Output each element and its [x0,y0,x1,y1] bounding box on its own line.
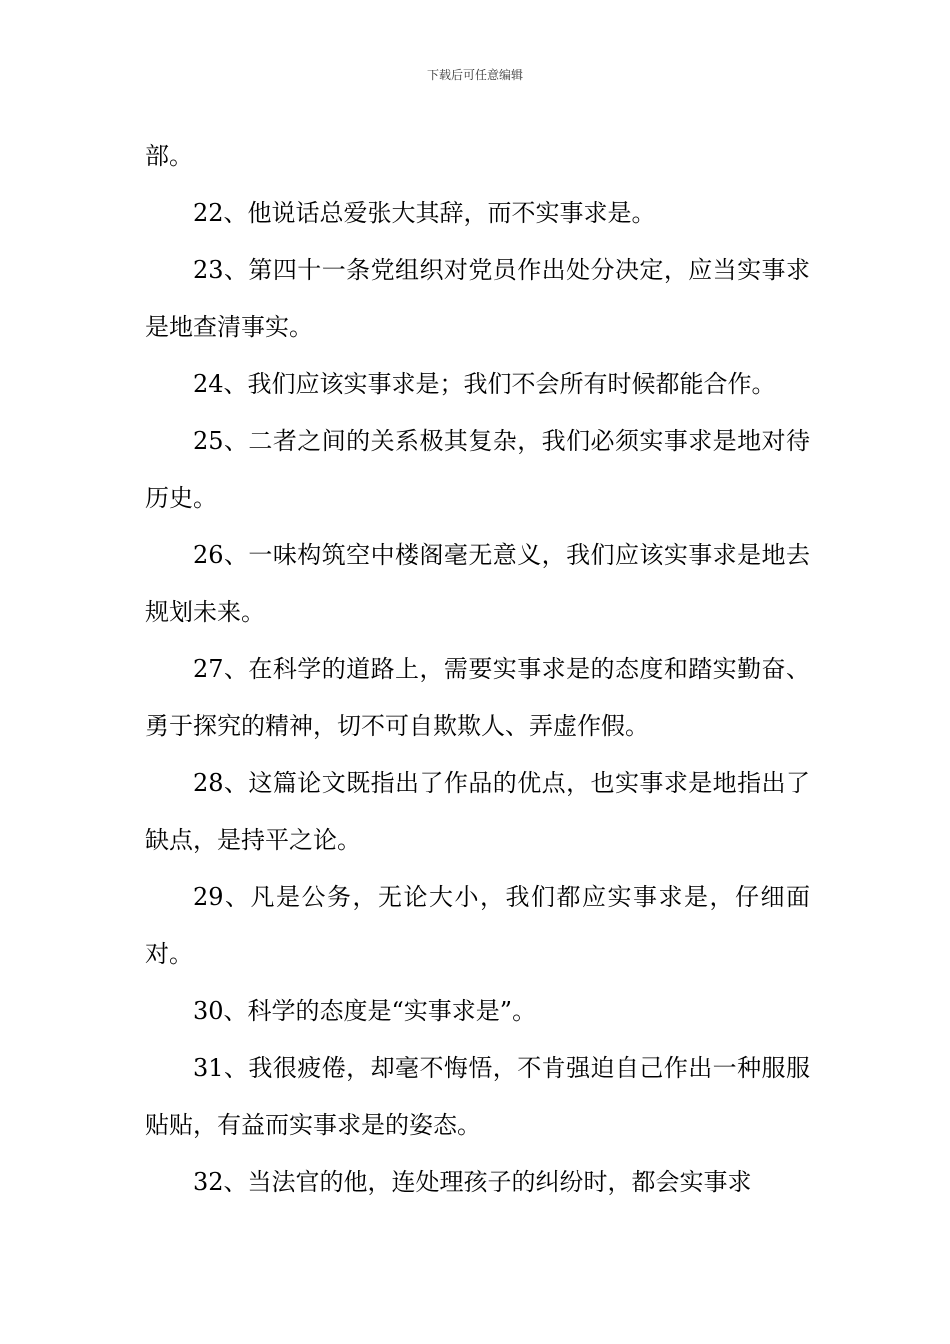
header-note: 下载后可任意编辑 [426,68,523,82]
paragraph-25: 25、二者之间的关系极其复杂，我们必须实事求是地对待历史。 [145,427,810,512]
paragraph-22: 22、他说话总爱张大其辞，而不实事求是。 [193,199,656,227]
paragraph-26: 26、一味构筑空中楼阁毫无意义，我们应该实事求是地去规划未来。 [145,541,810,626]
paragraph-32: 32、当法官的他，连处理孩子的纠纷时，都会实事求 [193,1168,752,1196]
paragraph-29: 29、凡是公务，无论大小，我们都应实事求是，仔细面对。 [145,883,810,968]
document-body [145,128,810,1211]
paragraph-28: 28、这篇论文既指出了作品的优点，也实事求是地指出了缺点，是持平之论。 [145,769,810,854]
paragraph-continuation: 部。 [145,142,193,170]
paragraph-23: 23、第四十一条党组织对党员作出处分决定，应当实事求是地查清事实。 [145,256,810,341]
paragraph-30: 30、科学的态度是“实事求是”。 [193,997,537,1025]
paragraph-24: 24、我们应该实事求是；我们不会所有时候都能合作。 [193,370,776,398]
paragraph-27: 27、在科学的道路上，需要实事求是的态度和踏实勤奋、勇于探究的精神，切不可自欺欺人、弄虚作假。 [145,655,810,740]
paragraph-31: 31、我很疲倦，却毫不悔悟，不肯强迫自己作出一种服服贴贴，有益而实事求是的姿态。 [145,1054,810,1139]
